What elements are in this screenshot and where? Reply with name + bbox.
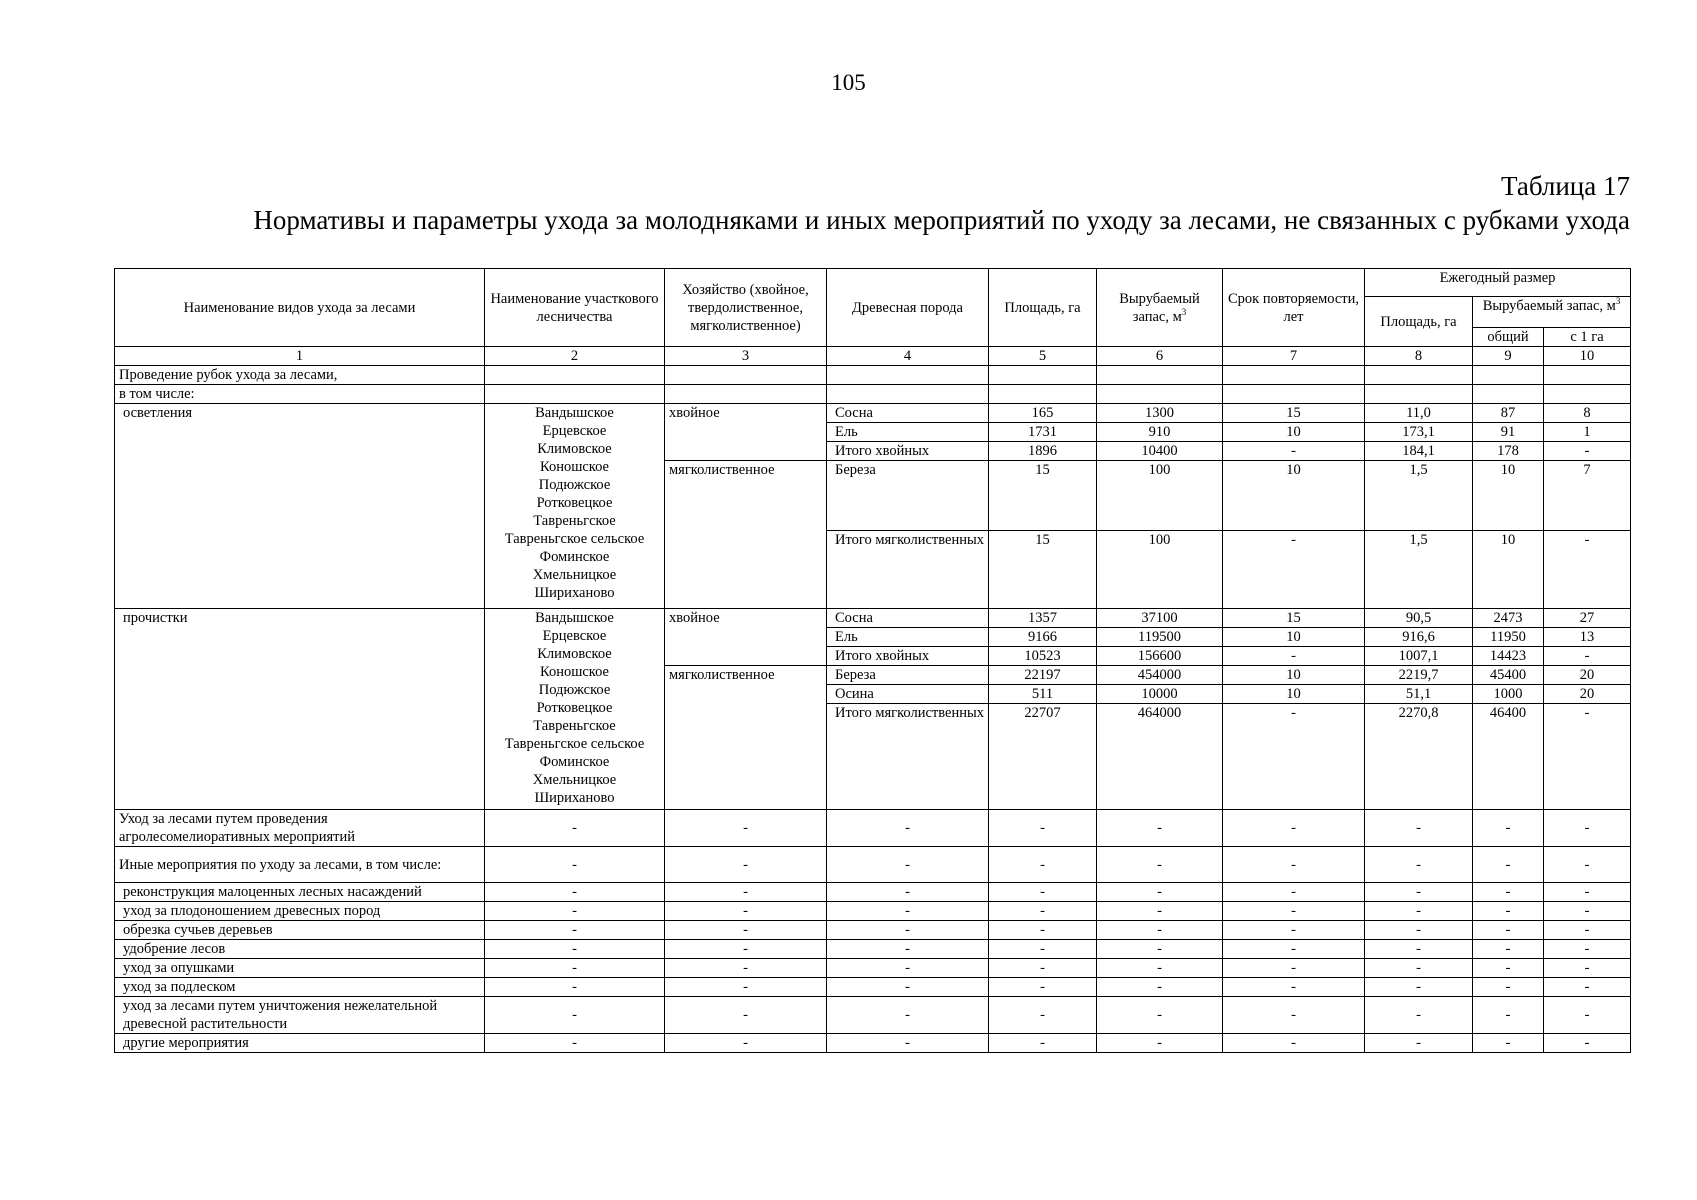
dash-cell: - [665, 883, 827, 902]
forestry-name: Ерцевское [542, 423, 607, 439]
dash-cell: - [989, 883, 1097, 902]
dash-cell: - [1097, 847, 1223, 883]
forestry-name: Ротковецкое [536, 495, 613, 511]
forestry-name: Тавреньгское сельское [504, 531, 645, 547]
period: - [1223, 531, 1365, 609]
header-col3: Хозяйство (хвойное, твердолиственное, мягколиственное) [665, 269, 827, 347]
stock: 910 [1097, 423, 1223, 442]
annual-area: 916,6 [1365, 628, 1473, 647]
area: 15 [989, 531, 1097, 609]
osv-forestries [485, 404, 665, 609]
dash-cell: - [989, 959, 1097, 978]
stock: 37100 [1097, 609, 1223, 628]
measure-label: реконструкция малоценных лесных насаждений [115, 883, 485, 902]
dash-cell: - [1365, 883, 1473, 902]
col-number: 6 [1097, 347, 1223, 366]
col-number: 9 [1473, 347, 1544, 366]
annual-per-ha: 1 [1544, 423, 1631, 442]
annual-per-ha: - [1544, 704, 1631, 810]
annual-per-ha: 20 [1544, 685, 1631, 704]
annual-total: 14423 [1473, 647, 1544, 666]
measure-row [115, 997, 1631, 1034]
area: 15 [989, 461, 1097, 531]
period: 10 [1223, 423, 1365, 442]
dash-cell: - [665, 810, 827, 847]
forestry-name: Вандышское [535, 610, 614, 626]
dash-cell: - [1097, 940, 1223, 959]
dash-cell: - [989, 978, 1097, 997]
dash-cell: - [1473, 959, 1544, 978]
pro-forestries [485, 609, 665, 810]
dash-cell: - [1097, 978, 1223, 997]
forestry-name: Тавреньгское [533, 513, 616, 529]
dash-cell: - [665, 978, 827, 997]
pro-conif: хвойное [665, 609, 827, 666]
header-col1: Наименование видов ухода за лесами [115, 269, 485, 347]
header-cut: Вырубаемый запас, $м^3$ [1473, 297, 1631, 328]
measure-row [115, 978, 1631, 997]
dash-cell: - [827, 940, 989, 959]
annual-per-ha: - [1544, 531, 1631, 609]
period: - [1223, 704, 1365, 810]
annual-total: 46400 [1473, 704, 1544, 810]
dash-cell: - [665, 940, 827, 959]
species: Итого мягколиственных [827, 531, 989, 609]
annual-per-ha: - [1544, 647, 1631, 666]
dash-cell: - [1544, 847, 1631, 883]
dash-cell: - [827, 997, 989, 1034]
stock: 100 [1097, 531, 1223, 609]
forestry-name: Тавреньгское [533, 718, 616, 734]
norms-table [114, 268, 1631, 1053]
dash-cell: - [485, 978, 665, 997]
header-col6: Вырубаемый запас, $м^3$ [1097, 269, 1223, 347]
forestry-name: Хмельницкое [532, 772, 617, 788]
forestry-name: Коношское [540, 664, 609, 680]
dash-cell: - [485, 921, 665, 940]
section-title: Проведение рубок ухода за лесами, [115, 366, 485, 385]
dash-cell: - [485, 1034, 665, 1053]
dash-cell: - [1473, 997, 1544, 1034]
annual-area: 2270,8 [1365, 704, 1473, 810]
dash-cell: - [485, 940, 665, 959]
header-col5: Площадь, га [989, 269, 1097, 347]
area: 1731 [989, 423, 1097, 442]
header-col10: с 1 га [1544, 328, 1631, 347]
dash-cell: - [1223, 902, 1365, 921]
dash-cell: - [485, 997, 665, 1034]
species: Сосна [827, 404, 989, 423]
dash-cell: - [827, 883, 989, 902]
table-label: Таблица 17 [1501, 171, 1630, 201]
area: 9166 [989, 628, 1097, 647]
dash-cell: - [485, 902, 665, 921]
dash-cell: - [1223, 997, 1365, 1034]
measure-row [115, 1034, 1631, 1053]
measure-label: уход за опушками [115, 959, 485, 978]
annual-total: 1000 [1473, 685, 1544, 704]
osv-soft: мягколиственное [665, 461, 827, 609]
measure-label: уход за подлеском [115, 978, 485, 997]
col-number: 7 [1223, 347, 1365, 366]
species: Береза [827, 461, 989, 531]
forestry-name: Фоминское [539, 549, 610, 565]
annual-total: 91 [1473, 423, 1544, 442]
measure-row [115, 959, 1631, 978]
dash-cell: - [1365, 847, 1473, 883]
annual-area: 11,0 [1365, 404, 1473, 423]
column-numbers-row [115, 347, 1631, 366]
annual-area: 2219,7 [1365, 666, 1473, 685]
dash-cell: - [1473, 883, 1544, 902]
dash-cell: - [1473, 847, 1544, 883]
forestry-name: Вандышское [535, 405, 614, 421]
area: 22197 [989, 666, 1097, 685]
dash-cell: - [1544, 997, 1631, 1034]
annual-per-ha: 7 [1544, 461, 1631, 531]
species: Ель [827, 423, 989, 442]
section-subtitle-row [115, 385, 1631, 404]
header-col7: Срок повторяемости, лет [1223, 269, 1365, 347]
annual-per-ha: 13 [1544, 628, 1631, 647]
forestry-name: Фоминское [539, 754, 610, 770]
dash-cell: - [989, 902, 1097, 921]
header-col2: Наименование участкового лесничества [485, 269, 665, 347]
dash-cell: - [827, 959, 989, 978]
dash-cell: - [1544, 810, 1631, 847]
dash-cell: - [989, 921, 1097, 940]
header-annual: Ежегодный размер [1365, 269, 1631, 297]
period: - [1223, 647, 1365, 666]
annual-area: 1,5 [1365, 461, 1473, 531]
annual-total: 10 [1473, 531, 1544, 609]
area: 22707 [989, 704, 1097, 810]
annual-per-ha: 27 [1544, 609, 1631, 628]
dash-cell: - [989, 940, 1097, 959]
annual-total: 11950 [1473, 628, 1544, 647]
dash-cell: - [1544, 959, 1631, 978]
dash-cell: - [827, 921, 989, 940]
dash-cell: - [1097, 997, 1223, 1034]
dash-cell: - [1365, 978, 1473, 997]
dash-cell: - [1097, 959, 1223, 978]
annual-per-ha: - [1544, 442, 1631, 461]
area: 10523 [989, 647, 1097, 666]
measure-row [115, 847, 1631, 883]
section-subtitle: в том числе: [115, 385, 485, 404]
species: Ель [827, 628, 989, 647]
stock: 464000 [1097, 704, 1223, 810]
dash-cell: - [989, 997, 1097, 1034]
area: 1357 [989, 609, 1097, 628]
dash-cell: - [1365, 1034, 1473, 1053]
dash-cell: - [665, 847, 827, 883]
header-col9: общий [1473, 328, 1544, 347]
stock: 1300 [1097, 404, 1223, 423]
pro-name: прочистки [115, 609, 485, 810]
dash-cell: - [1473, 978, 1544, 997]
dash-cell: - [1223, 978, 1365, 997]
forestry-name: Тавреньгское сельское [504, 736, 645, 752]
dash-cell: - [1365, 921, 1473, 940]
col-number: 1 [115, 347, 485, 366]
pro-row [115, 609, 1631, 628]
area: 511 [989, 685, 1097, 704]
dash-cell: - [1544, 902, 1631, 921]
forestry-name: Хмельницкое [532, 567, 617, 583]
stock: 454000 [1097, 666, 1223, 685]
header-col4: Древесная порода [827, 269, 989, 347]
dash-cell: - [1544, 921, 1631, 940]
forestry-name: Подюжское [538, 682, 611, 698]
dash-cell: - [827, 978, 989, 997]
dash-cell: - [1097, 921, 1223, 940]
dash-cell: - [1473, 810, 1544, 847]
col-number: 5 [989, 347, 1097, 366]
measure-label: Уход за лесами путем проведения агролесомелиоративных мероприятий [115, 810, 485, 847]
dash-cell: - [485, 810, 665, 847]
dash-cell: - [1365, 940, 1473, 959]
stock: 119500 [1097, 628, 1223, 647]
annual-total: 10 [1473, 461, 1544, 531]
dash-cell: - [1365, 997, 1473, 1034]
annual-per-ha: 20 [1544, 666, 1631, 685]
species: Осина [827, 685, 989, 704]
measure-row [115, 902, 1631, 921]
osv-row [115, 404, 1631, 423]
measure-label: удобрение лесов [115, 940, 485, 959]
dash-cell: - [1544, 978, 1631, 997]
dash-cell: - [1223, 883, 1365, 902]
stock: 10000 [1097, 685, 1223, 704]
period: 10 [1223, 628, 1365, 647]
page-number: 105 [831, 70, 866, 95]
osv-conif: хвойное [665, 404, 827, 461]
annual-total: 178 [1473, 442, 1544, 461]
annual-area: 51,1 [1365, 685, 1473, 704]
measure-label: другие мероприятия [115, 1034, 485, 1053]
dash-cell: - [1544, 1034, 1631, 1053]
forestry-name: Шириханово [534, 790, 615, 806]
dash-cell: - [665, 997, 827, 1034]
area: 165 [989, 404, 1097, 423]
forestry-name: Коношское [540, 459, 609, 475]
species: Сосна [827, 609, 989, 628]
dash-cell: - [827, 902, 989, 921]
stock: 100 [1097, 461, 1223, 531]
annual-area: 173,1 [1365, 423, 1473, 442]
period: 15 [1223, 609, 1365, 628]
col-number: 2 [485, 347, 665, 366]
dash-cell: - [1223, 921, 1365, 940]
dash-cell: - [1365, 902, 1473, 921]
dash-cell: - [1365, 810, 1473, 847]
period: 10 [1223, 461, 1365, 531]
col-number: 10 [1544, 347, 1631, 366]
dash-cell: - [1097, 810, 1223, 847]
dash-cell: - [665, 959, 827, 978]
dash-cell: - [1223, 1034, 1365, 1053]
dash-cell: - [989, 847, 1097, 883]
pro-soft: мягколиственное [665, 666, 827, 810]
forestry-name: Климовское [537, 441, 612, 457]
measure-row [115, 883, 1631, 902]
area: 1896 [989, 442, 1097, 461]
dash-cell: - [665, 902, 827, 921]
measure-label: Иные мероприятия по уходу за лесами, в том числе: [115, 847, 485, 883]
dash-cell: - [1097, 1034, 1223, 1053]
period: 15 [1223, 404, 1365, 423]
annual-total: 2473 [1473, 609, 1544, 628]
species: Итого мягколиственных [827, 704, 989, 810]
annual-area: 1007,1 [1365, 647, 1473, 666]
dash-cell: - [1544, 940, 1631, 959]
measure-label: уход за плодоношением древесных пород [115, 902, 485, 921]
osv-name: осветления [115, 404, 485, 609]
dash-cell: - [1223, 940, 1365, 959]
measure-row [115, 940, 1631, 959]
forestry-name: Ерцевское [542, 628, 607, 644]
col-number: 8 [1365, 347, 1473, 366]
annual-area: 184,1 [1365, 442, 1473, 461]
annual-area: 90,5 [1365, 609, 1473, 628]
dash-cell: - [1473, 940, 1544, 959]
species: Итого хвойных [827, 442, 989, 461]
stock: 156600 [1097, 647, 1223, 666]
dash-cell: - [989, 810, 1097, 847]
measure-label: обрезка сучьев деревьев [115, 921, 485, 940]
annual-area: 1,5 [1365, 531, 1473, 609]
dash-cell: - [485, 883, 665, 902]
dash-cell: - [1223, 847, 1365, 883]
species: Береза [827, 666, 989, 685]
dash-cell: - [1097, 883, 1223, 902]
annual-total: 87 [1473, 404, 1544, 423]
dash-cell: - [1097, 902, 1223, 921]
header-col8: Площадь, га [1365, 297, 1473, 347]
period: 10 [1223, 666, 1365, 685]
dash-cell: - [665, 921, 827, 940]
dash-cell: - [1473, 1034, 1544, 1053]
forestry-name: Шириханово [534, 585, 615, 601]
dash-cell: - [989, 1034, 1097, 1053]
period: - [1223, 442, 1365, 461]
dash-cell: - [1473, 921, 1544, 940]
period: 10 [1223, 685, 1365, 704]
dash-cell: - [1473, 902, 1544, 921]
col-number: 4 [827, 347, 989, 366]
section-title-row [115, 366, 1631, 385]
dash-cell: - [1223, 959, 1365, 978]
species: Итого хвойных [827, 647, 989, 666]
annual-total: 45400 [1473, 666, 1544, 685]
col-number: 3 [665, 347, 827, 366]
forestry-name: Ротковецкое [536, 700, 613, 716]
dash-cell: - [827, 1034, 989, 1053]
dash-cell: - [1365, 959, 1473, 978]
dash-cell: - [485, 847, 665, 883]
measure-row [115, 810, 1631, 847]
dash-cell: - [1544, 883, 1631, 902]
forestry-name: Климовское [537, 646, 612, 662]
annual-per-ha: 8 [1544, 404, 1631, 423]
dash-cell: - [665, 1034, 827, 1053]
measure-row [115, 921, 1631, 940]
dash-cell: - [827, 810, 989, 847]
forestry-name: Подюжское [538, 477, 611, 493]
stock: 10400 [1097, 442, 1223, 461]
dash-cell: - [827, 847, 989, 883]
measure-label: уход за лесами путем уничтожения нежелательной древесной растительности [115, 997, 485, 1034]
dash-cell: - [1223, 810, 1365, 847]
table-title: Нормативы и параметры ухода за молодняками и иных мероприятий по уходу за лесами, не связанных с рубками ухода [253, 205, 1630, 235]
dash-cell: - [485, 959, 665, 978]
